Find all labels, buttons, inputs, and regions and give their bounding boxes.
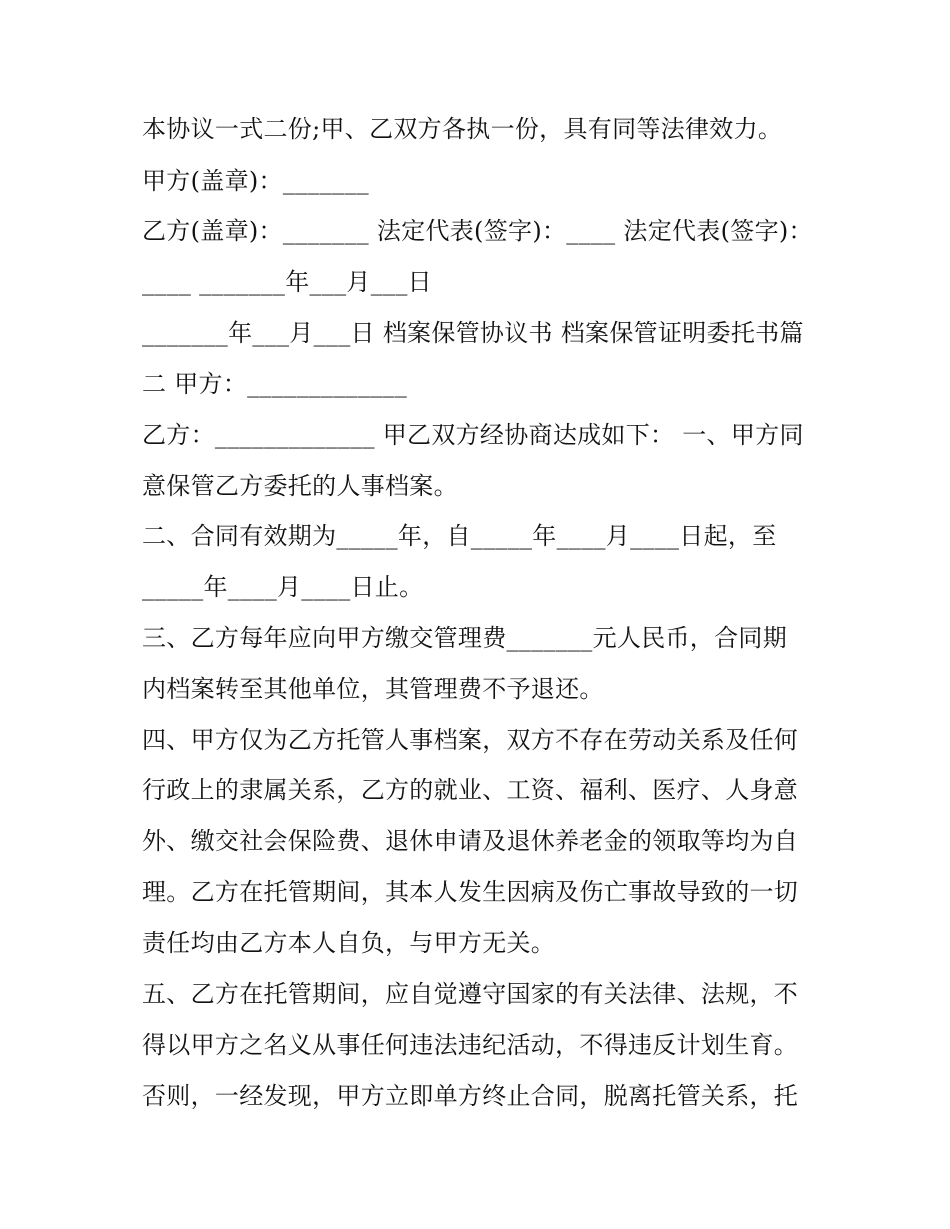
text-line: 外、缴交社会保险费、退休申请及退休养老金的领取等均为自: [142, 827, 799, 855]
text-line: ____ _______年___月___日: [142, 268, 432, 296]
text-line: 行政上的隶属关系，乙方的就业、工资、福利、医疗、人身意: [142, 776, 799, 804]
text-line: 乙方(盖章)：_______ 法定代表(签字)：____ 法定代表(签字)：: [142, 217, 813, 245]
text-line: 得以甲方之名义从事任何违法违纪活动，不得违反计划生育。: [142, 1031, 799, 1059]
text-line: 理。乙方在托管期间，其本人发生因病及伤亡事故导致的一切: [142, 878, 799, 906]
text-line: 三、乙方每年应向甲方缴交管理费_______元人民币，合同期: [142, 624, 787, 652]
text-line: _____年____月____日止。: [142, 573, 424, 601]
text-line: 二、合同有效期为_____年，自_____年____月____日起，至: [142, 522, 777, 550]
text-line: 责任均由乙方本人自负，与甲方无关。: [142, 929, 556, 957]
text-line: 乙方：_____________ 甲乙双方经协商达成如下： 一、甲方同: [142, 421, 804, 449]
text-line: 四、甲方仅为乙方托管人事档案，双方不存在劳动关系及任何: [142, 726, 799, 754]
text-line: _______年___月___日 档案保管协议书 档案保管证明委托书篇: [142, 319, 804, 347]
text-line: 甲方(盖章)：_______: [142, 167, 369, 195]
text-line: 五、乙方在托管期间，应自觉遵守国家的有关法律、法规，不: [142, 980, 799, 1008]
text-line: 本协议一式二份;甲、乙双方各执一份，具有同等法律效力。: [142, 115, 783, 143]
text-line: 意保管乙方委托的人事档案。: [142, 472, 458, 500]
text-line: 内档案转至其他单位，其管理费不予退还。: [142, 675, 604, 703]
text-line: 二 甲方：_____________: [142, 370, 408, 398]
text-line: 否则，一经发现，甲方立即单方终止合同，脱离托管关系，托: [142, 1082, 799, 1110]
